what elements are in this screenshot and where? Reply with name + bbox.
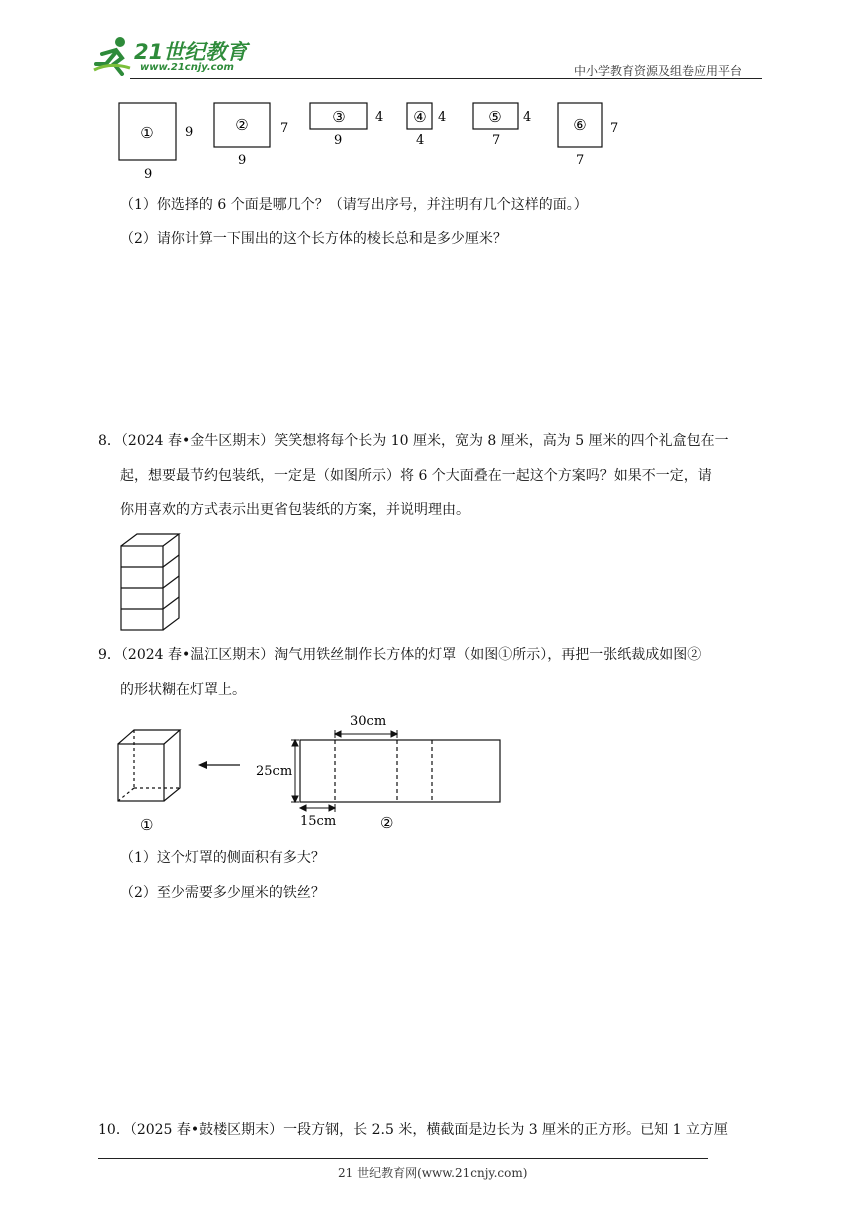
- lampshade-figure: [110, 708, 510, 836]
- q8-line3: 你用喜欢的方式表示出更省包装纸的方案，并说明理由。: [120, 502, 470, 518]
- face-6: [558, 103, 618, 168]
- face-4: [407, 103, 446, 148]
- dim-bottom: [300, 804, 335, 812]
- fig2-label: ②: [380, 814, 394, 832]
- face-4-height: 4: [438, 110, 447, 125]
- face-2-height: 7: [280, 121, 289, 136]
- face-5-height: 4: [523, 110, 532, 125]
- face-1-label: ①: [140, 124, 154, 142]
- face-4-width: 4: [416, 133, 425, 148]
- cuboid-frame: [118, 730, 180, 801]
- dim-top-label: 30cm: [350, 714, 387, 729]
- left-arrow-icon: [198, 761, 240, 769]
- face-3: [310, 103, 383, 148]
- face-3-label: ③: [332, 108, 346, 126]
- faces-figure: [110, 96, 650, 186]
- face-1: [119, 103, 193, 182]
- q9-line2: 的形状糊在灯罩上。: [120, 682, 246, 698]
- face-2: [214, 103, 288, 168]
- dim-bottom-label: 15cm: [300, 814, 337, 829]
- face-6-label: ⑥: [573, 116, 587, 134]
- runner-logo-icon: [92, 34, 132, 76]
- stacked-boxes-figure: [118, 530, 188, 634]
- footer-rule: [98, 1158, 708, 1159]
- face-6-width: 7: [576, 153, 585, 168]
- face-2-label: ②: [235, 116, 249, 134]
- q9-line1: 9．（2024 春•温江区期末）淘气用铁丝制作长方体的灯罩（如图①所示），再把一张纸裁成如图②: [98, 647, 702, 663]
- logo-main-text: 21世纪教育: [134, 40, 248, 64]
- face-1-height: 9: [185, 125, 194, 140]
- paper-net: [300, 740, 500, 802]
- face-3-width: 9: [334, 133, 343, 148]
- q10-line1: 10．（2025 春•鼓楼区期末）一段方钢，长 2.5 米，横截面是边长为 3 厘米的正方形。已知 1 立方厘: [98, 1122, 728, 1138]
- header-logo: [92, 34, 262, 78]
- q7-sub2: （2）请你计算一下围出的这个长方体的棱长总和是多少厘米？: [120, 231, 507, 247]
- face-6-height: 7: [610, 121, 619, 136]
- face-3-height: 4: [375, 110, 384, 125]
- dim-left: [291, 740, 299, 802]
- q8-line2: 起，想要最节约包装纸，一定是（如图所示）将 6 个大面叠在一起这个方案吗？如果不一定，请: [120, 468, 712, 484]
- face-2-width: 9: [238, 153, 247, 168]
- q9-sub1: （1）这个灯罩的侧面积有多大？: [120, 850, 325, 866]
- face-5: [473, 103, 531, 148]
- header-rule: [130, 78, 762, 79]
- face-5-width: 7: [492, 133, 501, 148]
- face-5-label: ⑤: [488, 108, 502, 126]
- header-platform-text: 中小学教育资源及组卷应用平台: [574, 64, 743, 78]
- q8-line1: 8．（2024 春•金牛区期末）笑笑想将每个长为 10 厘米，宽为 8 厘米，高为 5 厘米的四个礼盒包在一: [98, 433, 729, 449]
- logo-sub-text: www.21cnjy.com: [140, 62, 234, 73]
- dim-left-label: 25cm: [256, 764, 293, 779]
- dim-top: [335, 730, 397, 738]
- face-1-width: 9: [144, 167, 153, 182]
- face-4-label: ④: [413, 108, 427, 126]
- footer-text: 21 世纪教育网(www.21cnjy.com): [338, 1166, 528, 1180]
- q7-sub1: （1）你选择的 6 个面是哪几个？（请写出序号，并注明有几个这样的面。）: [120, 197, 588, 213]
- fig1-label: ①: [140, 816, 154, 834]
- q9-sub2: （2）至少需要多少厘米的铁丝？: [120, 885, 325, 901]
